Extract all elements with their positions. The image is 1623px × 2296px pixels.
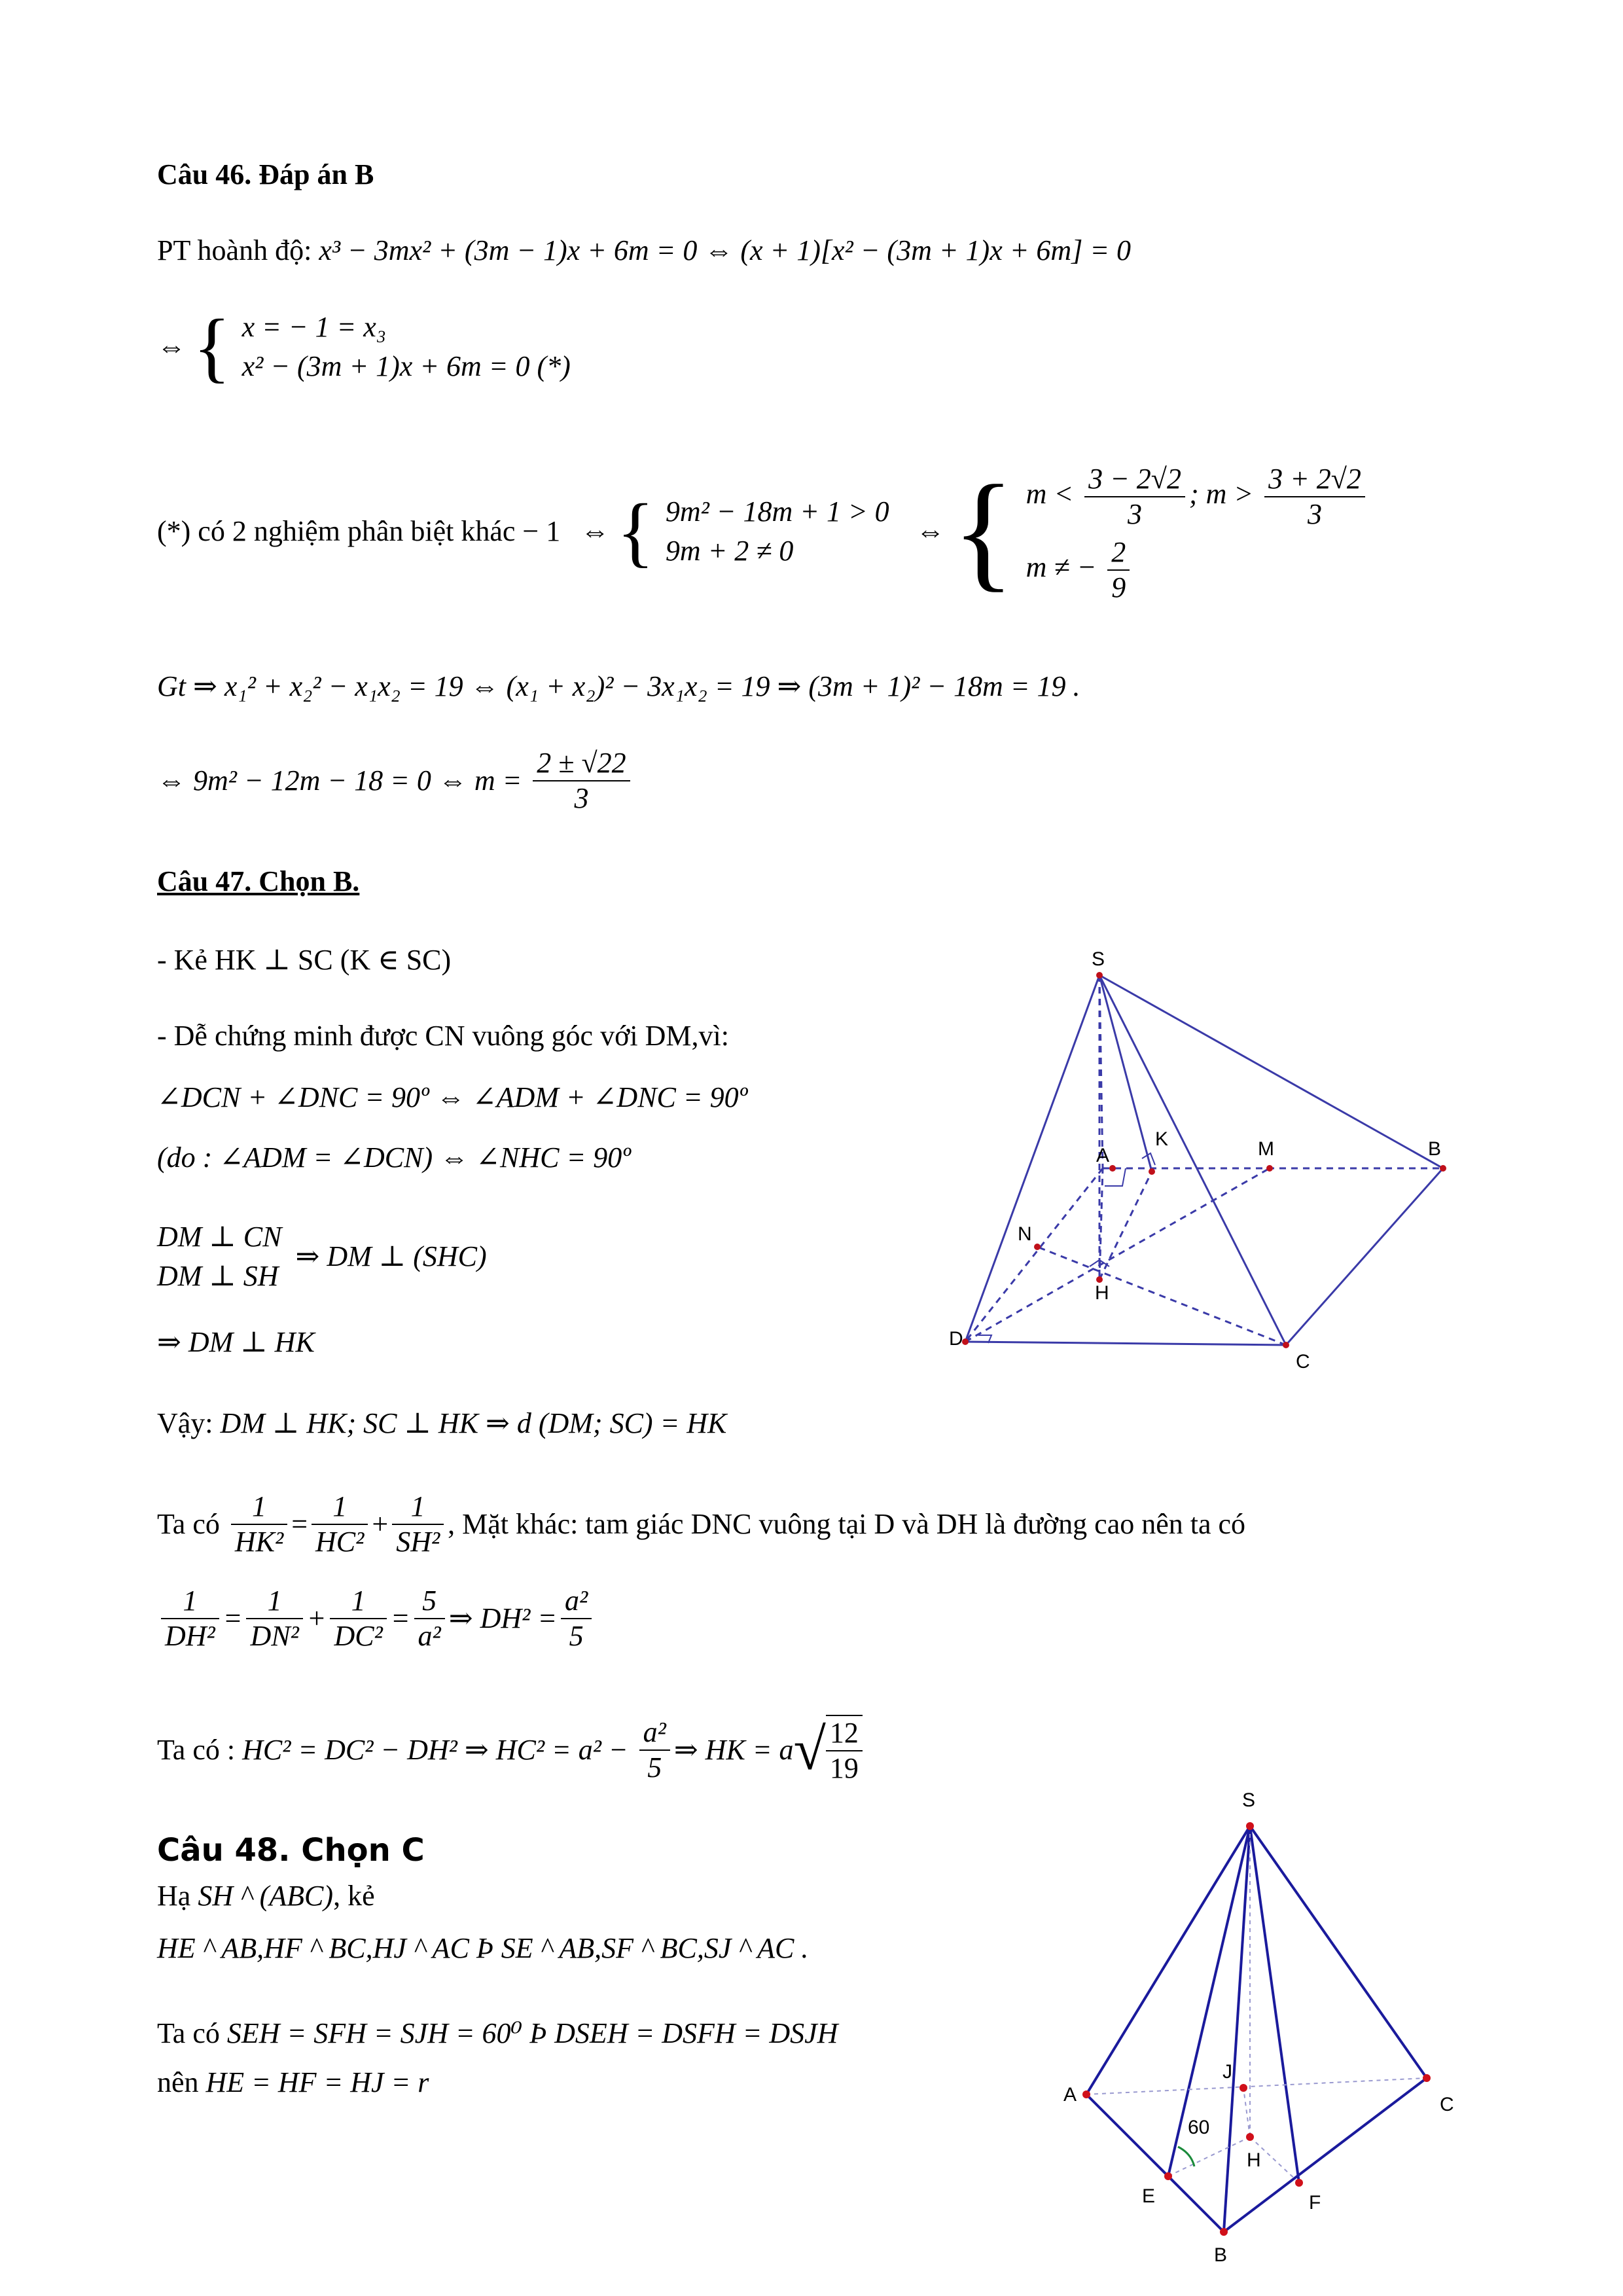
q47-l8-rest: , Mặt khác: tam giác DNC vuông tại D và DH là đường cao nên ta có <box>448 1508 1246 1540</box>
q46-sys3-a2: ; m > <box>1188 478 1254 510</box>
q46-line3-text: (*) có 2 nghiệm phân biệt khác − 1 <box>157 514 561 547</box>
label-F: F <box>1309 2192 1321 2214</box>
q47-h2-num: 12 <box>826 1716 863 1751</box>
q47-line1: - Kẻ HK ⊥ SC (K ∈ SC) <box>157 944 452 976</box>
q46-line4: Gt ⇒ x₁² + x₂² − x₁x₂ = 19 ⇔ (x₁ + x₂)² − 3x₁x₂ = 19 ⇒ (3m + 1)² − 18m = 19 . <box>157 670 1080 702</box>
q47-g4-num: 5 <box>414 1584 445 1619</box>
q46-sys3-bnum: 2 <box>1107 535 1130 571</box>
right-angle-A <box>1105 1168 1126 1186</box>
q46-sys3-a1: m < <box>1026 478 1074 510</box>
q46-line1-text: PT hoành độ: <box>157 234 319 266</box>
q47-l10-tail: ⇒ HK = a <box>673 1734 794 1766</box>
q47-line3: ∠DCN + ∠DNC = 90º ⇔ ∠ADM + ∠DNC = 90º <box>157 1081 748 1113</box>
q48-l4-math: HE = HF = HJ = r <box>205 2066 429 2098</box>
edge-SA <box>1086 1826 1250 2094</box>
q48-title: Câu 48. Chọn C <box>157 1832 425 1869</box>
q46-line5-den: 3 <box>574 782 589 814</box>
edge-AB <box>1086 2094 1224 2232</box>
q46-sys2-b: 9m + 2 ≠ 0 <box>665 534 794 567</box>
edge-DC <box>965 1342 1286 1345</box>
q47-g5-den: 5 <box>569 1620 584 1652</box>
q47-g4-den: a² <box>418 1620 441 1652</box>
label-J: J <box>1222 2061 1232 2083</box>
label-A: A <box>1063 2084 1077 2106</box>
q47-l10-text: Ta có : <box>157 1734 236 1766</box>
edge-SD <box>965 975 1099 1342</box>
q48-line2: HE ^ AB,HF ^ BC,HJ ^ AC Þ SE ^ AB,SF ^ BC,SJ ^ AC . <box>157 1932 809 1964</box>
q46-sys3-den1: 3 <box>1128 497 1143 530</box>
q47-g3-num: 1 <box>330 1584 386 1619</box>
label-H: H <box>1247 2149 1261 2171</box>
q47-line2: - Dễ chứng minh được CN vuông góc với DM,vì: <box>157 1020 729 1052</box>
q47-h1-num: a² <box>639 1715 670 1751</box>
q48-line1 <box>157 1878 375 1914</box>
point-M <box>1266 1165 1273 1172</box>
q47-line6: ⇒ DM ⊥ HK <box>157 1326 315 1358</box>
q47-line7 <box>157 1406 726 1441</box>
q47-g-mid: ⇒ DH² = <box>448 1602 558 1634</box>
q46-line5 <box>157 746 634 816</box>
point-J <box>1240 2084 1247 2092</box>
edge-CB <box>1286 1168 1443 1345</box>
point-F <box>1295 2179 1303 2187</box>
label-E: E <box>1142 2185 1156 2207</box>
q47-l5a: DM ⊥ CN <box>157 1221 282 1253</box>
label-angle-60: 60 <box>1188 2117 1210 2138</box>
q46-sys3-num2: 3 + 2√2 <box>1264 462 1365 497</box>
q48-l4-text: nên <box>157 2066 206 2098</box>
q47-g1-num: 1 <box>161 1584 219 1619</box>
edge-HJ <box>1243 2088 1250 2137</box>
q46-sys3-den2: 3 <box>1308 497 1322 530</box>
edge-CN <box>1037 1247 1286 1345</box>
label-S: S <box>1242 1789 1256 1811</box>
figure-pyramid-sabc <box>1047 1780 1492 2278</box>
q46-sys1-b: x² − (3m + 1)x + 6m = 0 (*) <box>241 350 571 382</box>
q46-system1: ⇔ { x = − 1 = x₃ x² − (3m + 1)x + 6m = 0 (*) <box>157 303 571 390</box>
edge-AD <box>965 1168 1103 1342</box>
label-A: A <box>1096 1145 1110 1166</box>
q48-l3-math: SEH = SFH = SJH = 60⁰ Þ DSEH = DSFH = DSJH <box>226 2017 838 2049</box>
q47-f1-num: 1 <box>231 1490 287 1525</box>
q47-l5c: ⇒ DM ⊥ (SHC) <box>295 1240 487 1272</box>
q46-sys3-b1: m ≠ − <box>1026 550 1097 583</box>
point-A <box>1082 2090 1090 2098</box>
point-S <box>1246 1822 1254 1830</box>
q47-l5b: DM ⊥ SH <box>157 1260 279 1292</box>
edge-AC <box>1086 2078 1427 2094</box>
point-B <box>1220 2228 1228 2236</box>
q46-sys1-a: x = − 1 = x₃ <box>241 311 387 343</box>
q47-l7-text: Vậy: <box>157 1407 221 1439</box>
q48-l1-math: SH ^ (ABC) <box>198 1880 334 1912</box>
q46-line5-a: ⇔ 9m² − 12m − 18 = 0 ⇔ m = <box>157 764 522 797</box>
figure-pyramid-sabcd <box>942 942 1518 1388</box>
q48-line4 <box>157 2065 429 2100</box>
q47-line8: Ta có $\frac{1}{\text{HK²}}$ = $\frac{1}{\text{HC²}}$ + $\frac{1}{\text{SH²}}$ , Mặt khác: tam giác DNC vuông tại D và DH là đường cao nên ta có <box>157 1490 1246 1558</box>
q47-l10-math: HC² = DC² − DH² ⇒ HC² = a² − <box>242 1734 628 1766</box>
point-E <box>1164 2172 1172 2180</box>
q47-h1-den: 5 <box>647 1751 662 1784</box>
q47-f1-den: HK² <box>234 1526 284 1558</box>
q46-line3: (*) có 2 nghiệm phân biệt khác − 1 ⇔ { 9m² − 18m + 1 > 0 9m + 2 ≠ 0 ⇔ { m < $\frac{3 - 2√2}{3}$ ; m > $\frac{3 + 2√2}{3}$ m ≠ − $\frac{2}{9}$ <box>157 458 1369 628</box>
q47-g2-den: DN² <box>250 1620 299 1652</box>
angle-arc-E <box>1178 2147 1194 2166</box>
label-K: K <box>1155 1128 1169 1150</box>
label-B: B <box>1428 1138 1442 1160</box>
q47-line5 <box>157 1217 487 1296</box>
q46-line1 <box>157 233 1131 268</box>
label-D: D <box>949 1328 963 1350</box>
q47-f2-den: HC² <box>315 1526 365 1558</box>
q46-title: Câu 46. Đáp án B <box>157 158 374 190</box>
q48-l3-text: Ta có <box>157 2017 227 2049</box>
q47-l7-math: DM ⊥ HK; SC ⊥ HK ⇒ d (DM; SC) = HK <box>220 1407 727 1439</box>
q47-f3-den: SH² <box>396 1526 440 1558</box>
q47-l8-text: Ta có <box>157 1508 220 1540</box>
edge-SC <box>1250 1826 1427 2078</box>
edge-HE <box>1168 2137 1250 2176</box>
q47-g1-den: DH² <box>165 1620 215 1652</box>
label-C: C <box>1296 1351 1310 1372</box>
edge-SK <box>1099 975 1152 1172</box>
q47-line9: $\frac{1}{\text{DH²}}$ = $\frac{1}{\text{DN²}}$ + $\frac{1}{\text{DC²}}$ = $\frac{5}{\text{a²}}$ ⇒ DH² = $\frac{\text{a²}}{5}$ <box>157 1584 596 1653</box>
q47-f3-num: 1 <box>392 1490 444 1525</box>
q46-sys3-num1: 3 − 2√2 <box>1084 462 1185 497</box>
q46-line5-num: 2 ± √22 <box>533 746 630 781</box>
label-N: N <box>1018 1223 1032 1245</box>
label-B: B <box>1214 2244 1228 2266</box>
q48-line3 <box>157 2016 838 2051</box>
label-C: C <box>1440 2094 1454 2115</box>
label-M: M <box>1258 1138 1274 1160</box>
q46-line1-math: x³ − 3mx² + (3m − 1)x + 6m = 0 ⇔ (x + 1)[x² − (3m + 1)x + 6m] = 0 <box>319 234 1132 266</box>
point-A <box>1109 1165 1116 1172</box>
q47-line10: Ta có : HC² = DC² − DH² ⇒ HC² = a² − $\frac{\text{a²}}{5}$ ⇒ HK = a√ $\frac{12}{19}$ <box>157 1715 866 1785</box>
q48-l1-text: Hạ <box>157 1880 198 1912</box>
q46-sys3-bden: 9 <box>1111 571 1126 603</box>
point-N <box>1034 1244 1041 1250</box>
point-S <box>1096 972 1103 978</box>
q47-h2-den: 19 <box>829 1752 859 1784</box>
q47-g3-den: DC² <box>334 1620 383 1652</box>
edge-HK <box>1099 1172 1152 1280</box>
q46-sys2-a: 9m² − 18m + 1 > 0 <box>665 495 889 528</box>
edge-SF <box>1250 1826 1299 2183</box>
q47-g5-num: a² <box>561 1584 592 1619</box>
label-S: S <box>1092 948 1105 970</box>
label-H: H <box>1095 1282 1109 1304</box>
q47-line4: (do : ∠ADM = ∠DCN) ⇔ ∠NHC = 90º <box>157 1141 631 1174</box>
q47-f2-num: 1 <box>312 1490 368 1525</box>
point-K <box>1149 1168 1155 1175</box>
q48-l1-tail: , kẻ <box>333 1880 375 1912</box>
point-C <box>1283 1342 1289 1348</box>
point-C <box>1423 2074 1431 2082</box>
q47-g2-num: 1 <box>246 1584 302 1619</box>
edge-DM <box>965 1168 1270 1342</box>
edge-SC <box>1099 975 1286 1345</box>
point-H <box>1246 2133 1254 2141</box>
q47-title: Câu 47. Chọn B. <box>157 865 360 897</box>
point-B <box>1440 1165 1446 1172</box>
